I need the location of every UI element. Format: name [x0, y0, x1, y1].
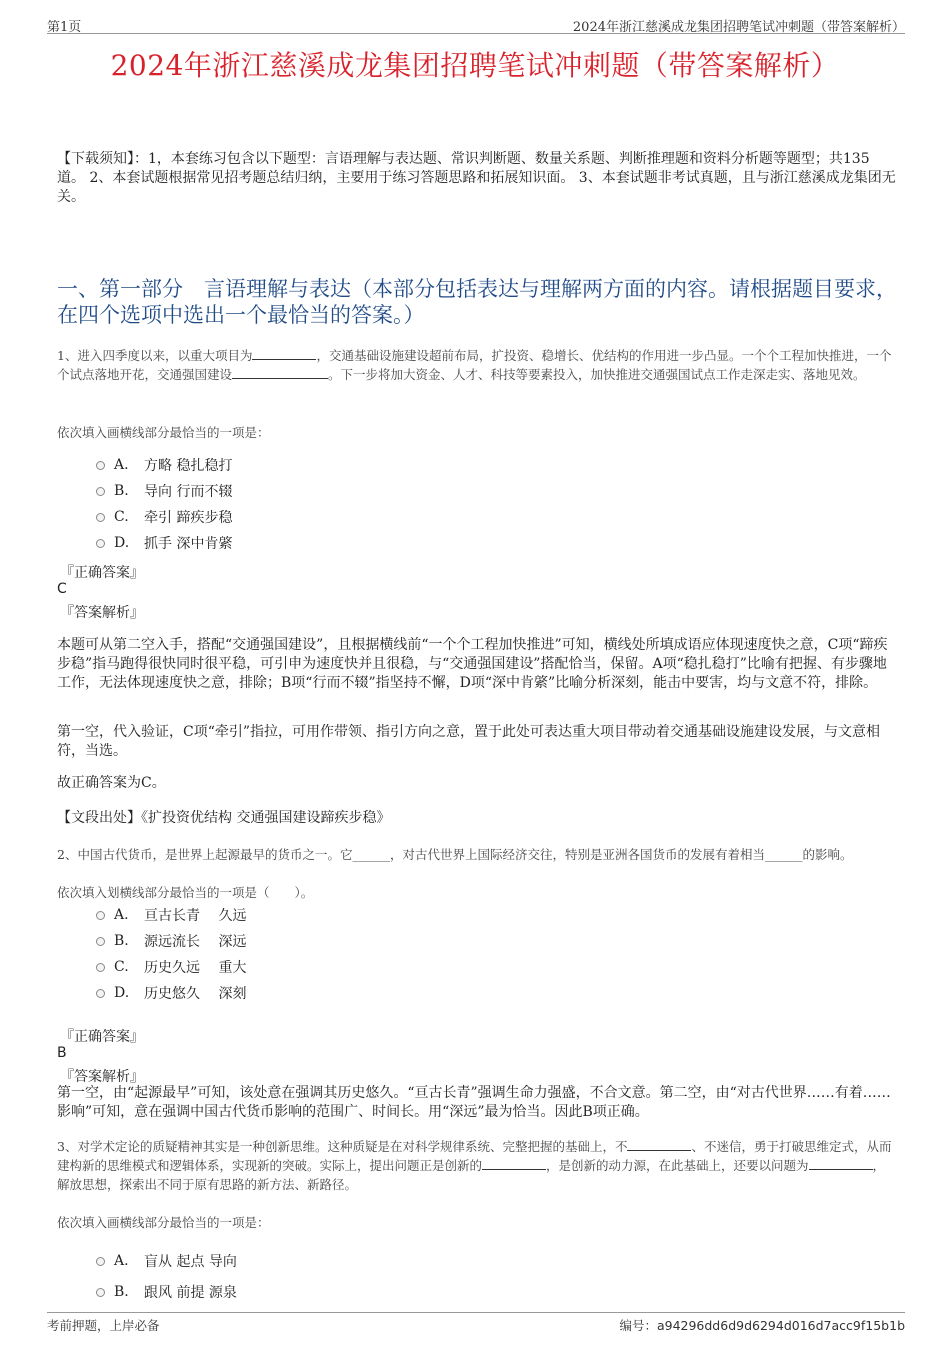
section-heading: 一、第一部分 言语理解与表达（本部分包括表达与理解两方面的内容。请根据题目要求，在四个选项中选出一个最恰当的答案。） [57, 277, 897, 327]
option-b[interactable]: B. 导向 行而不辍 [96, 478, 232, 504]
page-header [47, 14, 905, 34]
question-1-options [96, 452, 232, 556]
option-a[interactable]: A. 方略 稳扎稳打 [96, 452, 232, 478]
analysis-paragraph-3: 故正确答案为C。 [57, 775, 166, 791]
option-c[interactable]: C. 牵引 蹄疾步稳 [96, 504, 232, 530]
source-citation: 【文段出处】《扩投资优结构 交通强国建设蹄疾步稳》 [57, 810, 391, 826]
option-b[interactable]: B. 跟风 前提 源泉 [96, 1279, 237, 1305]
question-1-text: 1、进入四季度以来，以重大项目为 ，交通基础设施建设超前布局，扩投资、稳增长、优结构的作用进一步凸显。一个个工程加快推进，一个个试点落地开花，交通强国建设 。下一步将加大资金、人才、科技等要素投入，加快推进交通强国试点工作走深走实、落地见效。 [57, 348, 892, 382]
analysis-label: 『答案解析』 [60, 605, 144, 621]
page-footer [47, 1312, 905, 1332]
analysis-label: 『答案解析』 [60, 1069, 144, 1085]
radio-icon[interactable] [96, 539, 105, 548]
radio-icon[interactable] [96, 989, 105, 998]
blank [482, 1157, 546, 1170]
option-d[interactable]: D. 抓手 深中肯綮 [96, 530, 232, 556]
answer-label: 『正确答案』 [60, 1029, 144, 1045]
answer-label: 『正确答案』 [60, 565, 144, 581]
option-d[interactable]: D. 历史悠久 深刻 [96, 980, 246, 1006]
radio-icon[interactable] [96, 937, 105, 946]
radio-icon[interactable] [96, 513, 105, 522]
radio-icon[interactable] [96, 487, 105, 496]
radio-icon[interactable] [96, 963, 105, 972]
question-1-prompt: 依次填入画横线部分最恰当的一项是： [57, 425, 270, 440]
question-3-prompt: 依次填入画横线部分最恰当的一项是： [57, 1215, 270, 1230]
analysis-paragraph: 第一空，由“起源最早”可知，该处意在强调其历史悠久。“亘古长青”强调生命力强盛，不合文意。第二空，由“对古代世界……有着……影响”可知，意在强调中国古代货币影响的范围广、时间长。用“深远”最为恰当。因此B项正确。 [57, 1085, 891, 1120]
header-doc-title: 2024年浙江慈溪成龙集团招聘笔试冲刺题（带答案解析） [572, 20, 905, 35]
radio-icon[interactable] [96, 1257, 105, 1266]
footer-slogan: 考前押题，上岸必备 [47, 1318, 160, 1333]
blank [627, 1138, 691, 1151]
answer-value: B [57, 1045, 67, 1061]
option-a[interactable]: A. 亘古长青 久远 [96, 902, 246, 928]
analysis-paragraph-2: 第一空，代入验证，C项“牵引”指拉，可用作带领、指引方向之意，置于此处可表达重大项目带动着交通基础设施建设发展，与文意相符，当选。 [57, 724, 881, 759]
footer-code: 编号：a94296dd6d9d6294d016d7acc9f15b1b [619, 1318, 905, 1333]
radio-icon[interactable] [96, 461, 105, 470]
radio-icon[interactable] [96, 1288, 105, 1297]
page-number: 第1页 [47, 20, 82, 35]
question-3-options [96, 1243, 237, 1305]
option-c[interactable]: C. 历史久远 重大 [96, 954, 246, 980]
question-2-options [96, 902, 246, 1006]
blank [252, 347, 316, 360]
option-b[interactable]: B. 源远流长 深远 [96, 928, 246, 954]
blank [232, 366, 328, 379]
answer-value: C [57, 581, 67, 597]
question-2-prompt: 依次填入划横线部分最恰当的一项是（ ）。 [57, 885, 314, 900]
question-2-text: 2、中国古代货币，是世界上起源最早的货币之一。它______，对古代世界上国际经济交往，特别是亚洲各国货币的发展有着相当______的影响。 [57, 847, 853, 862]
document-title: 2024年浙江慈溪成龙集团招聘笔试冲刺题（带答案解析） [110, 49, 840, 82]
blank [809, 1157, 873, 1170]
option-a[interactable]: A. 盲从 起点 导向 [96, 1243, 237, 1279]
download-notice: 【下载须知】：1，本套练习包含以下题型：言语理解与表达题、常识判断题、数量关系题、判断推理题和资料分析题等题型；共135道。 2、本套试题根据常见招考题总结归纳，主要用于练习答题思路和拓展知识面。 3、本套试题非考试真题，且与浙江慈溪成龙集团无关。 [57, 151, 896, 205]
radio-icon[interactable] [96, 911, 105, 920]
analysis-paragraph-1: 本题可从第二空入手，搭配“交通强国建设”，且根据横线前“一个个工程加快推进”可知，横线处所填成语应体现速度快之意，C项“蹄疾步稳”指马跑得很快同时很平稳，可引申为速度快并且很稳，与“交通强国建设”搭配恰当，保留。A项“稳扎稳打”比喻有把握、有步骤地工作，无法体现速度快之意，排除；B项“行而不辍”指坚持不懈，D项“深中肯綮”比喻分析深刻，能击中要害，均与文意不符，排除。 [57, 637, 888, 691]
question-3-text: 3、对学术定论的质疑精神其实是一种创新思维。这种质疑是在对科学规律系统、完整把握的基础上，不 、不迷信，勇于打破思维定式，从而建构新的思维模式和逻辑体系，实现新的突破。实际上，提出问题正是创新的 ，是创新的动力源，在此基础上，还要以问题为 ，解放思想，探索出不同于原有思路的新方法、新路径。 [57, 1139, 892, 1192]
